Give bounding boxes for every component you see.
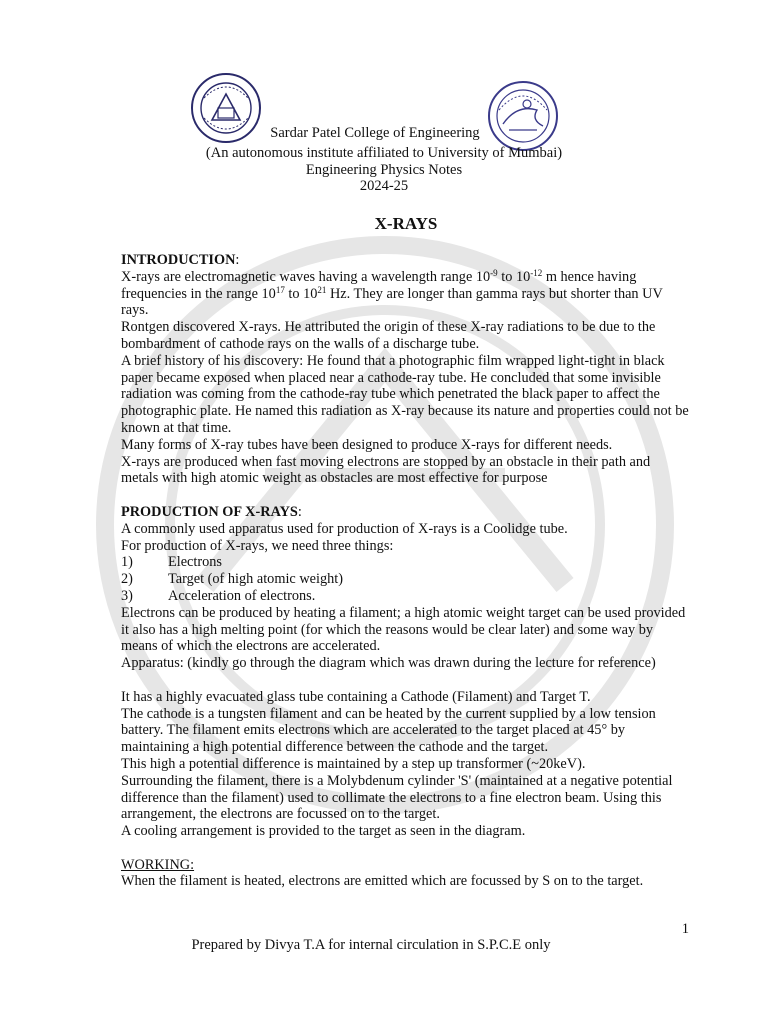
production-paragraph-4: Apparatus: (kindly go through the diagram which was drawn during the lecture for reference) bbox=[121, 655, 656, 672]
spacer bbox=[121, 840, 691, 857]
list-number: 2) bbox=[121, 571, 133, 588]
list-item bbox=[121, 554, 691, 571]
spacer bbox=[121, 487, 691, 504]
affiliation-line: (An autonomous institute affiliated to University of Mumbai) bbox=[205, 145, 563, 161]
list-item bbox=[121, 588, 691, 605]
production-paragraph-9: A cooling arrangement is provided to the target as seen in the diagram. bbox=[121, 823, 526, 840]
intro-paragraph-3: A brief history of his discovery: He found that a photographic film wrapped light-tight in black paper became exposed when placed near a cathode-ray tube. He concluded that some invisible radiation was coming from the cathode-ray tube which penetrated the black paper to affect the photographic plate. He named this radiation as X-ray because its nature and properties could not be known at that time. bbox=[121, 352, 689, 436]
list-item bbox=[121, 571, 691, 588]
page-number: 1 bbox=[681, 921, 689, 937]
intro-heading-colon: : bbox=[235, 252, 240, 268]
intro-paragraph-4: Many forms of X-ray tubes have been designed to produce X-rays for different needs. bbox=[121, 436, 613, 453]
production-paragraph-5: It has a highly evacuated glass tube containing a Cathode (Filament) and Target T. bbox=[121, 688, 591, 705]
intro-p1-d: to 10 bbox=[284, 285, 318, 302]
bhavans-logo bbox=[487, 80, 559, 152]
footer-note: Prepared by Divya T.A for internal circulation in S.P.C.E only bbox=[191, 937, 551, 953]
intro-p1-b: to 10 bbox=[497, 268, 531, 285]
production-paragraph-6: The cathode is a tungsten filament and can be heated by the current supplied by a low tension battery. The filament emits electrons which are accelerated to the target placed at 45° by maintaining a high potential difference between the cathode and the target. bbox=[121, 705, 656, 756]
exponent-2: -12 bbox=[530, 267, 543, 278]
list-text: Electrons bbox=[168, 554, 222, 571]
intro-heading bbox=[121, 252, 691, 269]
list-text: Target (of high atomic weight) bbox=[168, 571, 344, 588]
exponent-4: 21 bbox=[317, 284, 327, 295]
production-paragraph-1: A commonly used apparatus used for production of X-rays is a Coolidge tube. bbox=[121, 520, 568, 537]
intro-heading-text: INTRODUCTION bbox=[121, 252, 236, 268]
document-body bbox=[121, 252, 691, 890]
intro-paragraph-2: Rontgen discovered X-rays. He attributed the origin of these X-ray radiations to be due to the bombardment of cathode rays on the walls of a discharge tube. bbox=[121, 319, 656, 352]
exponent-3: 17 bbox=[275, 284, 285, 295]
academic-year: 2024-25 bbox=[359, 178, 409, 194]
list-number: 1) bbox=[121, 554, 133, 571]
list-text: Acceleration of electrons. bbox=[168, 587, 316, 604]
production-heading bbox=[121, 504, 691, 521]
intro-p1-a: X-rays are electromagnetic waves having a wavelength range 10 bbox=[121, 268, 491, 285]
spacer bbox=[121, 672, 691, 689]
intro-p1-e: Hz. They are longer than gamma rays but shorter than UV rays. bbox=[121, 285, 663, 319]
production-paragraph-8: Surrounding the filament, there is a Molybdenum cylinder 'S' (maintained at a negative potential difference than the filament) used to collimate the electrons to a fine electron beam. Using this arrangement, the electrons are focussed on to the target. bbox=[121, 772, 673, 823]
working-heading: WORKING: bbox=[121, 856, 195, 873]
production-heading-colon: : bbox=[297, 503, 302, 520]
exponent-1: -9 bbox=[490, 267, 498, 278]
working-paragraph-1: When the filament is heated, electrons are emitted which are focussed by S on to the target. bbox=[121, 873, 644, 890]
production-paragraph-3: Electrons can be produced by heating a filament; a high atomic weight target can be used provided it also has a high melting point (for which the reasons would be clear later) and some way by means of which the electrons are accelerated. bbox=[121, 604, 686, 655]
production-paragraph-7: This high a potential difference is maintained by a step up transformer (~20keV). bbox=[121, 755, 586, 772]
intro-paragraph-1 bbox=[121, 269, 691, 319]
list-number: 3) bbox=[121, 587, 133, 604]
intro-paragraph-5: X-rays are produced when fast moving electrons are stopped by an obstacle in their path and metals with high atomic weight as obstacles are most effective for purpose bbox=[121, 453, 651, 487]
notes-subject: Engineering Physics Notes bbox=[305, 162, 463, 178]
college-name: Sardar Patel College of Engineering bbox=[270, 125, 480, 141]
production-heading-text: PRODUCTION OF X-RAYS bbox=[121, 503, 298, 520]
production-paragraph-2: For production of X-rays, we need three things: bbox=[121, 537, 394, 554]
page-title: X-RAYS bbox=[374, 214, 438, 233]
intro-p1-c: m hence having frequencies in the range 10 bbox=[121, 268, 637, 302]
